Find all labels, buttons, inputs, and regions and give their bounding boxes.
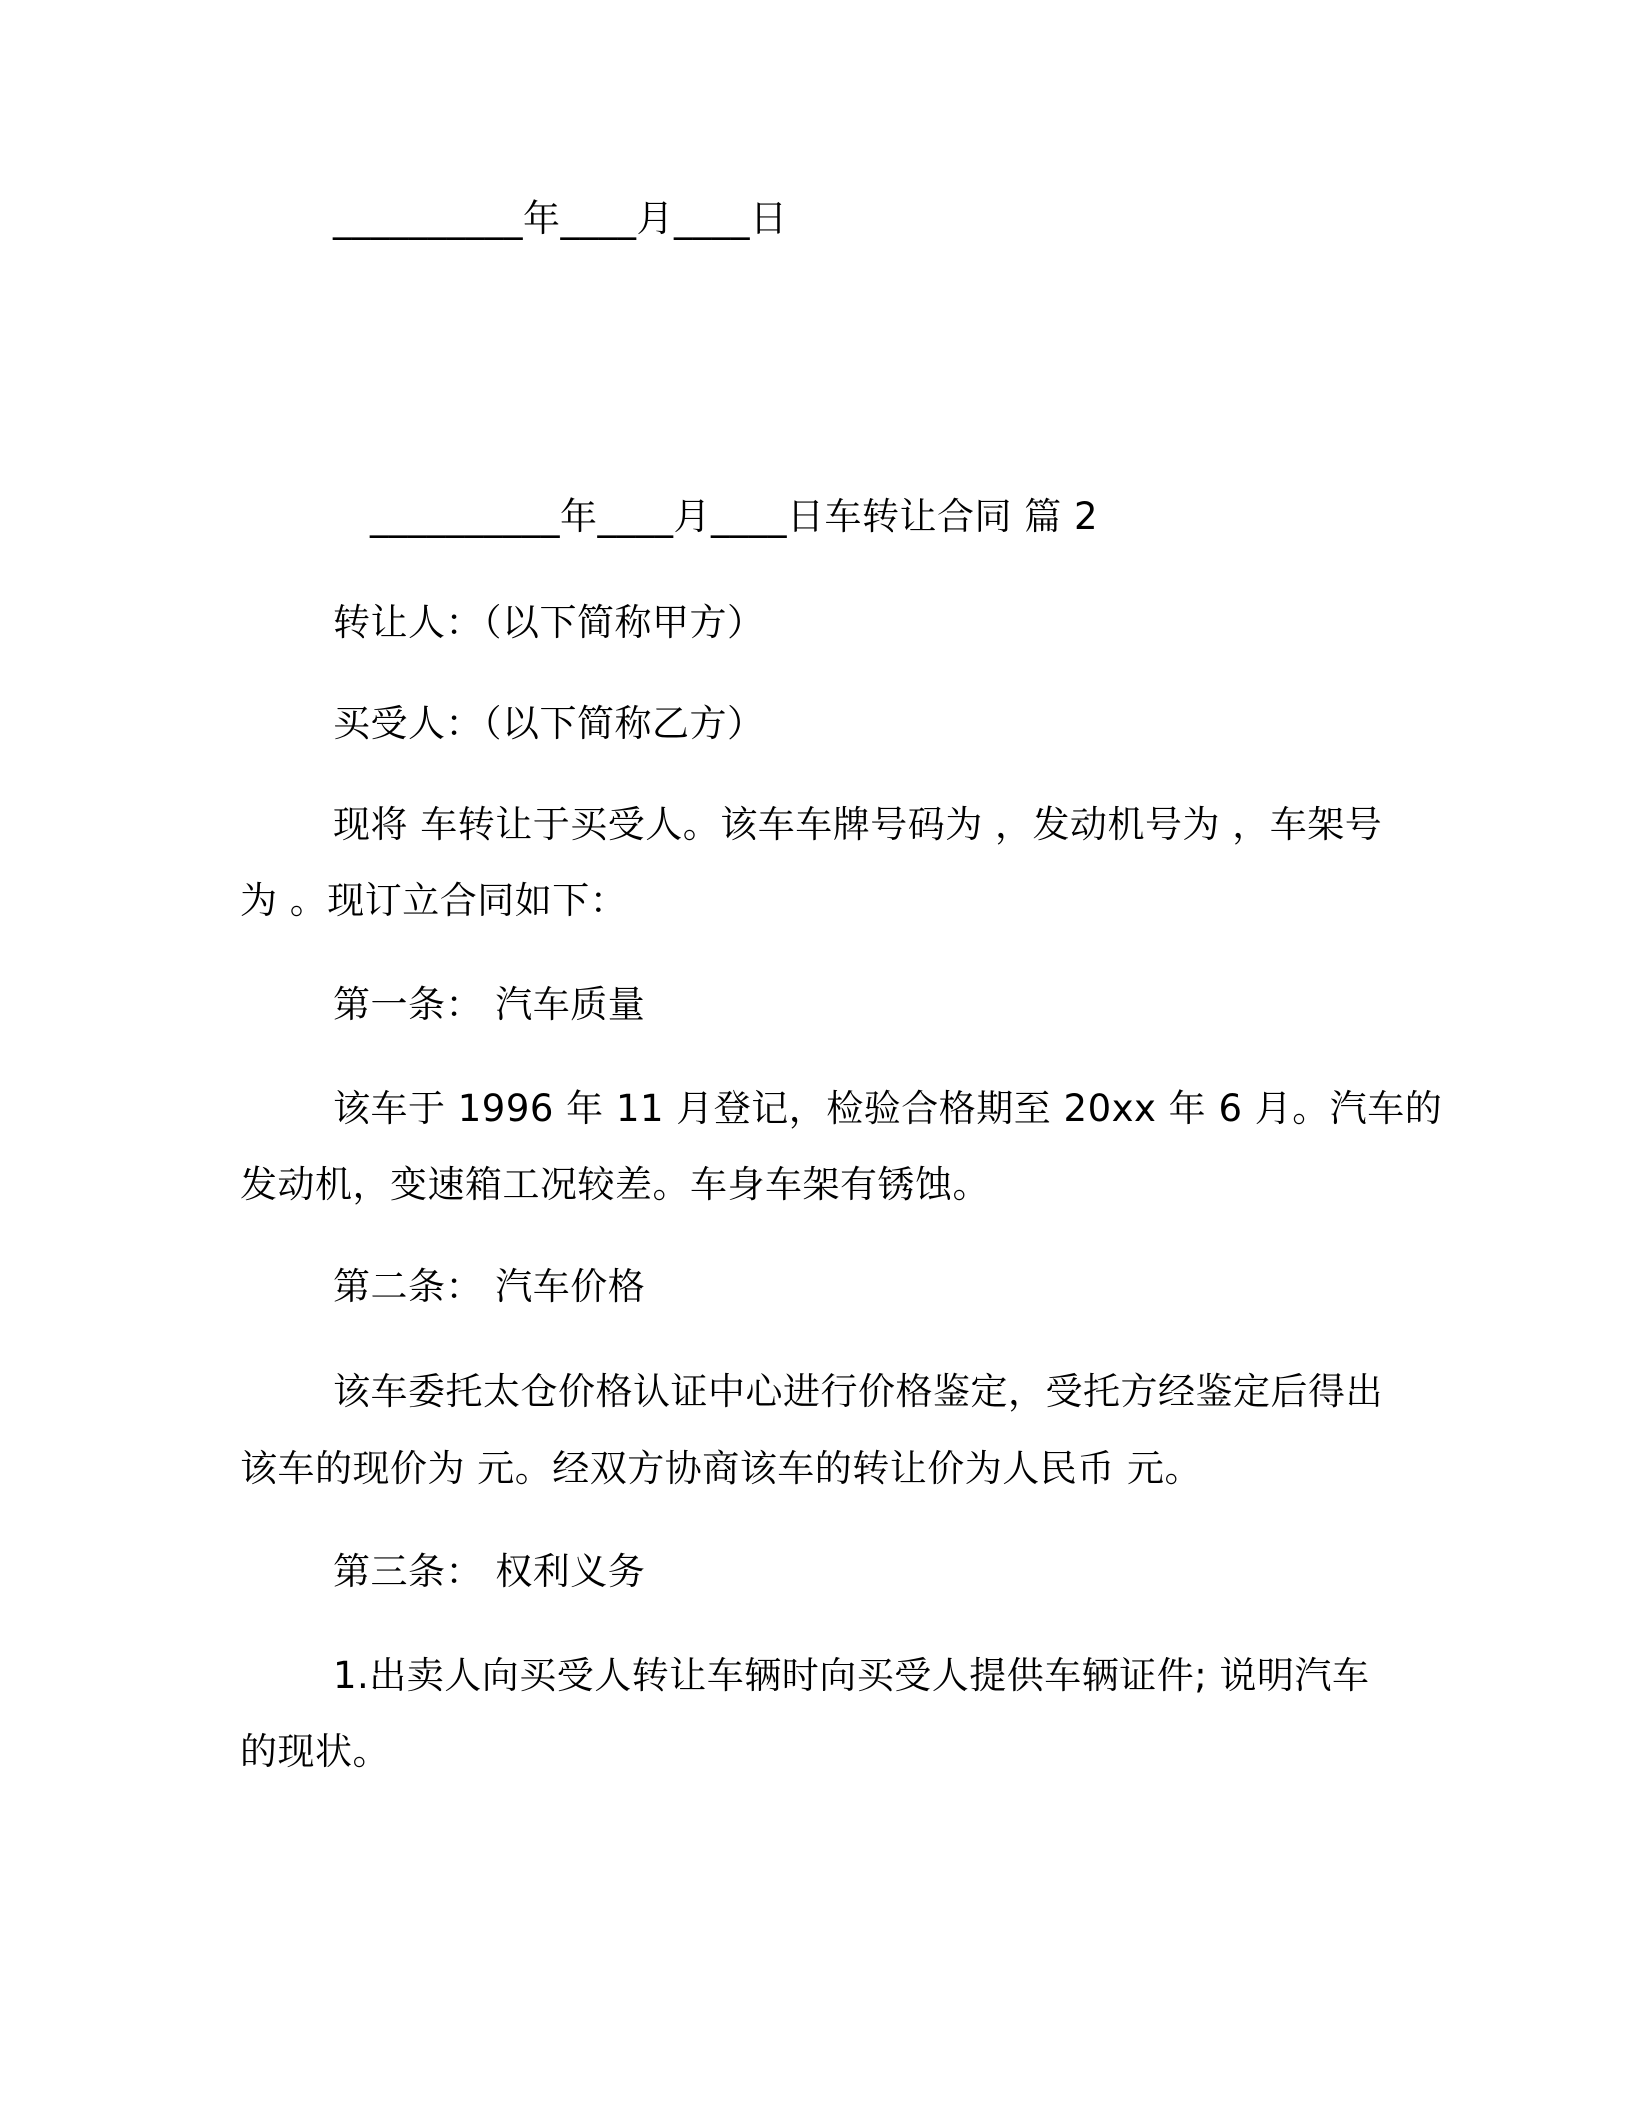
intro-paragraph-line-2: 为 。现订立合同如下： [240,879,628,922]
article-1-paragraph-line-1: 该车于 1996 年 11 月登记，检验合格期至 20xx 年 6 月。汽车的 [333,1087,1443,1130]
article-3-item-1-line-1: 1.出卖人向买受人转让车辆时向买受人提供车辆证件; 说明汽车 [333,1654,1370,1697]
article-2-paragraph-line-1: 该车委托太仓价格认证中心进行价格鉴定，受托方经鉴定后得出 [333,1370,1383,1413]
article-3-item-1-line-2: 的现状。 [240,1730,390,1773]
article-1-paragraph-line-2: 发动机，变速箱工况较差。车身车架有锈蚀。 [240,1163,990,1206]
article-1-title: 第一条： 汽车质量 [333,983,646,1026]
buyer-line: 买受人：（以下简称乙方） [333,702,765,745]
intro-paragraph-line-1: 现将 车转让于买受人。该车车牌号码为 ，发动机号为 ，车架号 [333,803,1383,846]
article-2-title: 第二条： 汽车价格 [333,1265,646,1308]
transferor-line: 转让人：（以下简称甲方） [333,601,765,644]
section-title: __________年____月____日车转让合同 篇 2 [370,495,1099,538]
article-2-paragraph-line-2: 该车的现价为 元。经双方协商该车的转让价为人民币 元。 [240,1447,1203,1490]
date-line: __________年____月____日 [333,197,788,240]
article-3-title: 第三条： 权利义务 [333,1550,646,1593]
